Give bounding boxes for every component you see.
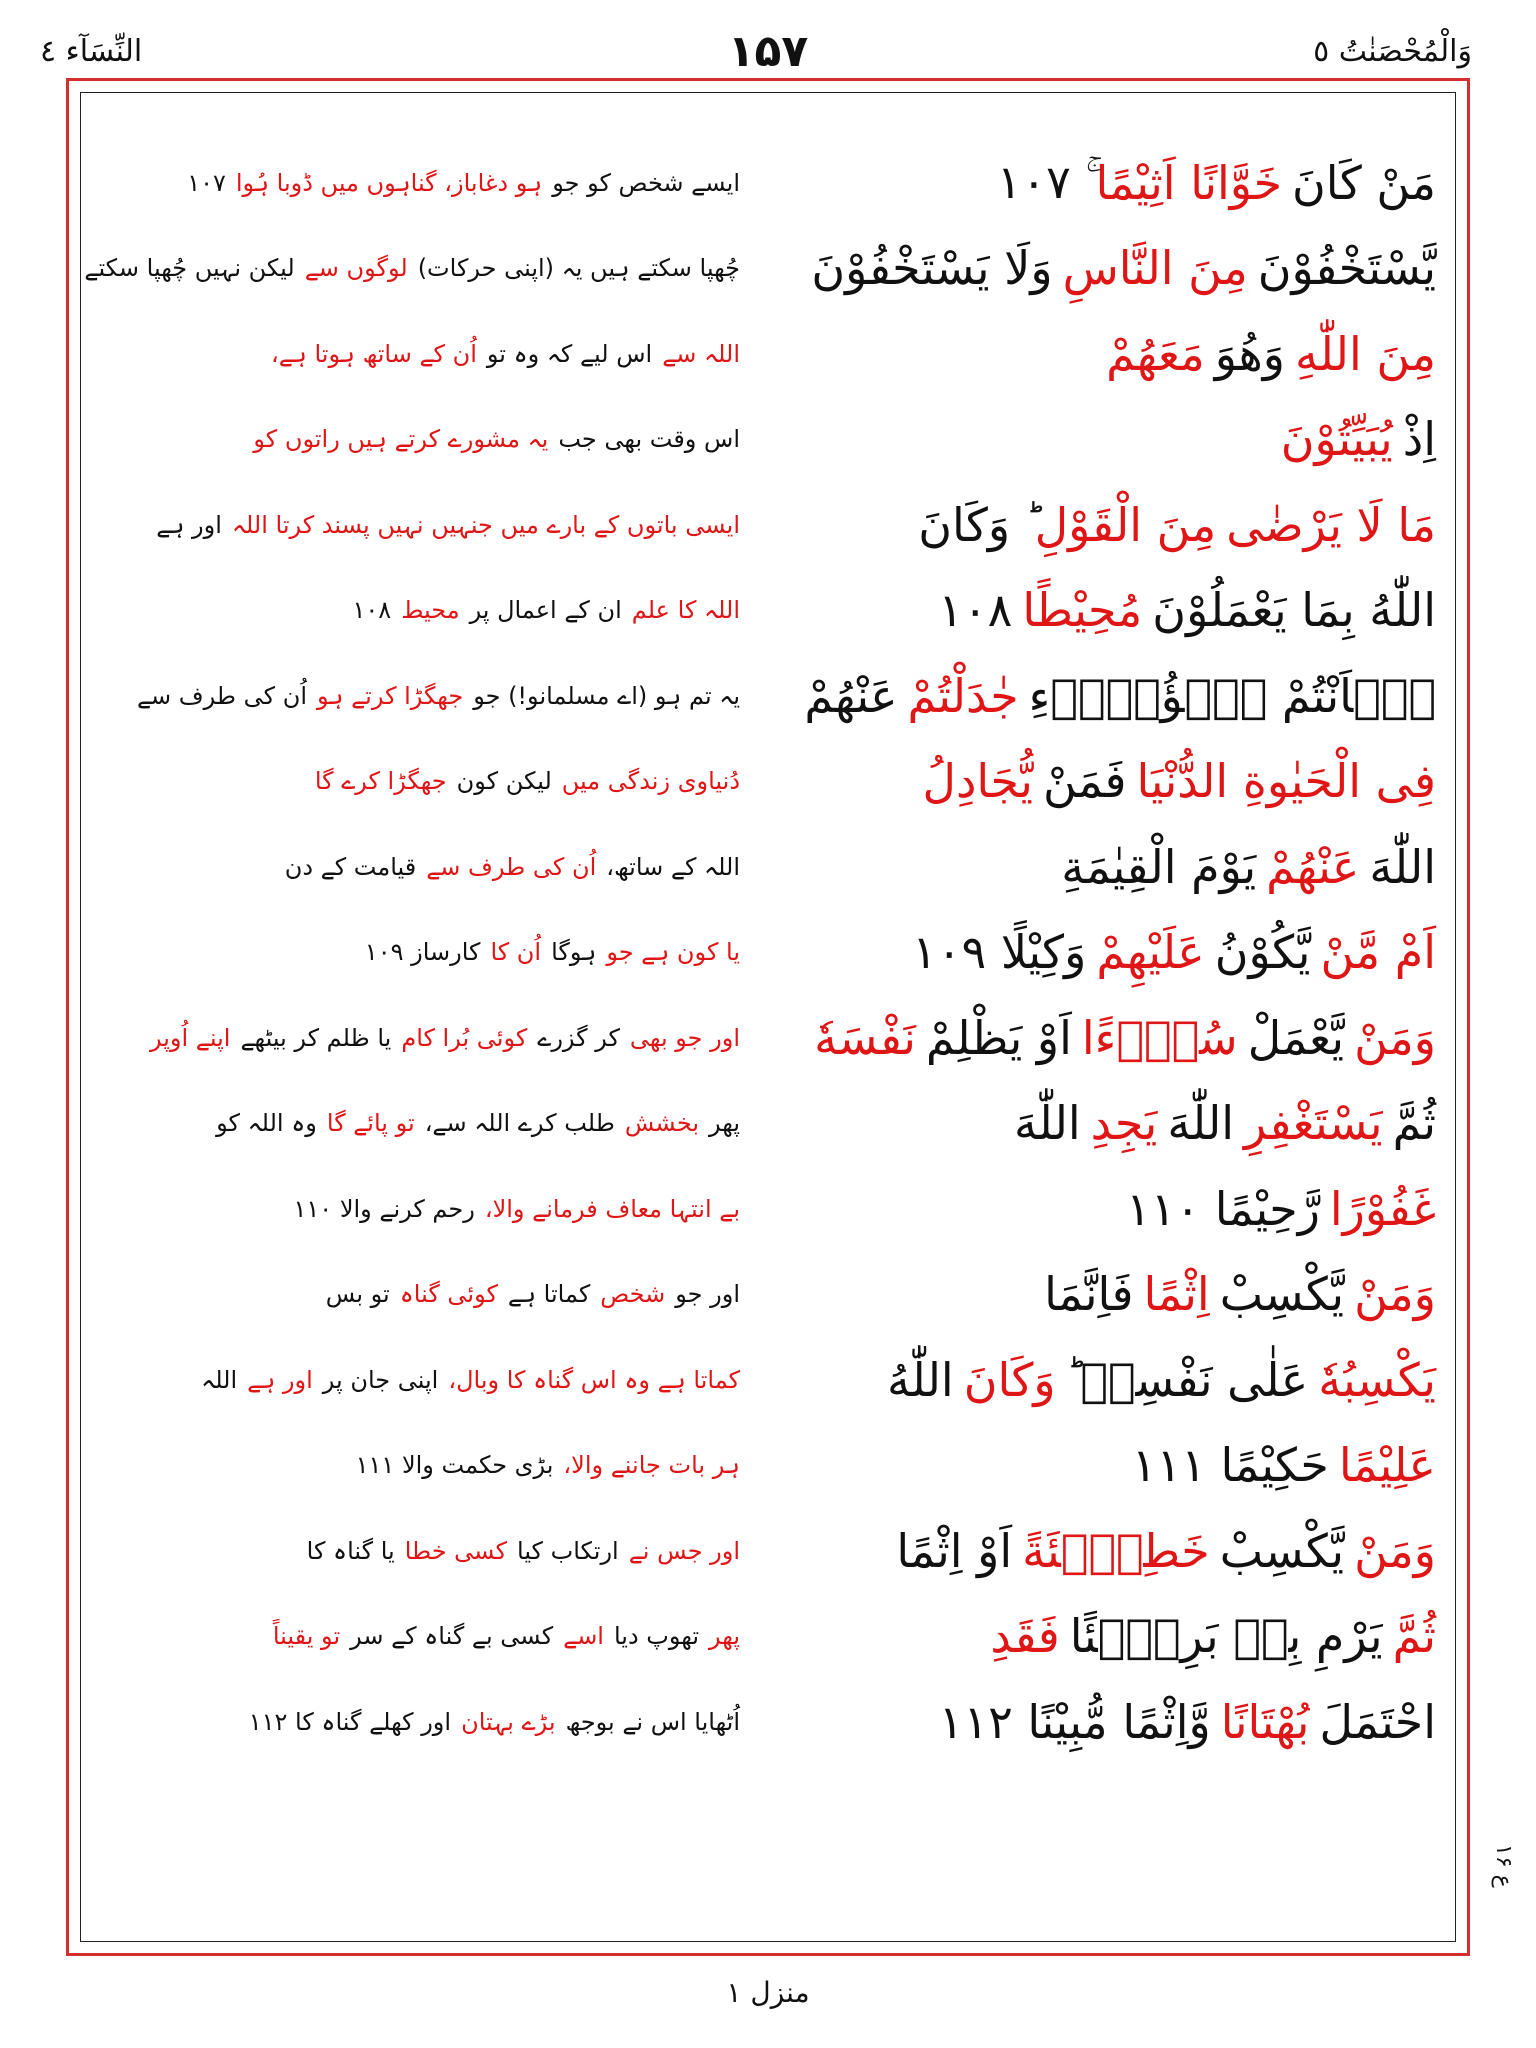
urdu-segment: طلب کرے اللہ سے، (424, 1109, 615, 1138)
urdu-translation (120, 1679, 740, 1765)
verse-row (80, 1508, 1456, 1594)
arabic-segment: فَاِنَّمَا (1044, 1267, 1134, 1322)
urdu-segment: اس وقت بھی جب (558, 425, 740, 454)
urdu-segment: اللہ (201, 1365, 238, 1394)
urdu-translation (120, 1508, 740, 1594)
urdu-translation (84, 226, 740, 312)
arabic-text (796, 1508, 1436, 1594)
arabic-segment: يَسْتَغْفِرِ (1244, 1096, 1383, 1151)
arabic-text (796, 739, 1436, 825)
verse-row (80, 1252, 1456, 1338)
urdu-segment: بڑے بہتان (461, 1707, 556, 1736)
urdu-segment: اور کھلے گناہ کا ١١٢ (248, 1707, 452, 1736)
urdu-segment: کوئی گناہ (399, 1280, 498, 1309)
urdu-segment: وہ اللہ کو (216, 1109, 317, 1138)
urdu-segment: اللہ سے (662, 339, 740, 368)
arabic-segment: وَمَنْ (1354, 1523, 1436, 1578)
urdu-segment: بخشش (624, 1109, 700, 1138)
urdu-segment: اللہ کا علم (631, 596, 740, 625)
verse-row (80, 140, 1456, 226)
arabic-segment: يَّكْسِبْ (1219, 1523, 1345, 1578)
arabic-segment: يُّجَادِلُ (922, 754, 1033, 809)
urdu-segment: بڑی حکمت والا ١١١ (355, 1451, 554, 1480)
arabic-segment: مِنَ النَّاسِ (1062, 241, 1248, 296)
urdu-segment: اس لیے کہ وہ تو (486, 339, 653, 368)
urdu-translation (120, 140, 740, 226)
arabic-segment: وَمَنْ (1354, 1010, 1436, 1065)
urdu-segment: یہ مشورے کرتے ہیں راتوں کو (253, 425, 549, 454)
urdu-segment: اور جس نے (628, 1536, 740, 1565)
urdu-translation (120, 1594, 740, 1680)
urdu-segment: ہوگا (551, 938, 597, 967)
urdu-translation (120, 1423, 740, 1509)
urdu-segment: بے انتہا معاف فرمانے والا، (484, 1194, 740, 1223)
verse-row (80, 653, 1456, 739)
manzil-footer: منزل ۱ (726, 1976, 810, 2009)
urdu-translation (120, 910, 740, 996)
urdu-segment: ١٠٧ (187, 168, 226, 197)
verse-row (80, 1337, 1456, 1423)
urdu-translation (120, 1166, 740, 1252)
arabic-segment: عَلٰى نَفْسِهٖ ؕ (1065, 1352, 1309, 1407)
urdu-translation (120, 995, 740, 1081)
urdu-segment: اسے (563, 1622, 604, 1651)
arabic-text (796, 995, 1436, 1081)
urdu-translation (120, 824, 740, 910)
arabic-segment: نَفْسَهٗ (814, 1010, 916, 1065)
urdu-translation (120, 739, 740, 825)
arabic-segment: وَهُوَ (1214, 326, 1286, 381)
urdu-segment: تو پائے گا (326, 1109, 415, 1138)
arabic-segment: اللّٰهَ (1369, 839, 1436, 894)
arabic-segment: ؕ وَكَانَ (918, 497, 1025, 552)
arabic-segment: مَعَهُمْ (1106, 326, 1205, 381)
arabic-segment: مِنَ اللّٰهِ (1295, 326, 1436, 381)
urdu-segment: ارتکاب کیا (517, 1536, 619, 1565)
arabic-text (796, 910, 1436, 996)
arabic-segment: غَفُوْرًا (1329, 1181, 1436, 1236)
arabic-segment: اَوْ اِثْمًا (896, 1523, 1013, 1578)
urdu-segment: جھگڑا کرتے ہو (317, 681, 464, 710)
urdu-segment: تو بس (325, 1280, 390, 1309)
urdu-translation (120, 1337, 740, 1423)
arabic-segment: يَّعْمَلْ (1247, 1010, 1345, 1065)
arabic-text (796, 1337, 1436, 1423)
arabic-text (796, 1679, 1436, 1765)
urdu-segment: اپنی جان پر (322, 1365, 439, 1394)
urdu-segment: اُٹھایا اس نے بوجھ (565, 1707, 740, 1736)
urdu-segment: کسی بے گناہ کے سر (350, 1622, 554, 1651)
arabic-segment: ثُمَّ (1392, 1096, 1436, 1151)
urdu-segment: قیامت کے دن (284, 852, 417, 881)
urdu-segment: کسی خطا (404, 1536, 507, 1565)
urdu-segment: دُنیاوی زندگی میں (561, 767, 740, 796)
arabic-segment: خَطِيْۤئَةً (1022, 1523, 1210, 1578)
urdu-segment: ان کے اعمال پر (469, 596, 622, 625)
urdu-segment: یہ تم ہو (اے مسلمانو!) جو (473, 681, 740, 710)
arabic-segment: يَوْمَ الْقِيٰمَةِ (1061, 839, 1257, 894)
verse-rows (80, 140, 1456, 1765)
arabic-text (796, 1081, 1436, 1167)
urdu-segment: اور جو (675, 1280, 740, 1309)
juz-title: وَالْمُحْصَنٰتُ ٥ (1313, 34, 1472, 69)
verse-row (80, 1594, 1456, 1680)
verse-row (80, 311, 1456, 397)
arabic-segment: عَلِيْمًا (1338, 1438, 1436, 1493)
urdu-segment: کوئی بُرا کام (401, 1023, 528, 1052)
arabic-segment: يَرْمِ بِهٖ بَرِيْۤئًا (1069, 1609, 1383, 1664)
urdu-segment: کارساز ١٠٩ (364, 938, 481, 967)
page-number: ۱۵۷ (727, 26, 809, 77)
urdu-segment: ایسی باتوں کے بارے میں جنہیں نہیں پسند کرتا اللہ (231, 510, 740, 539)
arabic-segment: فَمَنْ (1042, 754, 1127, 809)
arabic-segment: يَّكُوْنُ (1214, 925, 1311, 980)
arabic-segment: وَّاِثْمًا مُّبِيْنًا ١١٢ (938, 1694, 1211, 1749)
urdu-translation (120, 1081, 740, 1167)
urdu-translation (120, 482, 740, 568)
verse-row (80, 739, 1456, 825)
arabic-segment: عَلَيْهِمْ (1096, 925, 1205, 980)
arabic-text (796, 1166, 1436, 1252)
arabic-segment: يَّسْتَخْفُوْنَ (1257, 241, 1436, 296)
urdu-translation (120, 568, 740, 654)
urdu-segment: لیکن نہیں چُھپا سکتے (84, 254, 295, 283)
arabic-segment: اِذْ (1402, 412, 1436, 467)
arabic-segment: خَوَّانًا اَثِيْمًا (1095, 155, 1283, 210)
urdu-segment: کماتا ہے وہ اس گناہ کا وبال، (448, 1365, 740, 1394)
arabic-text (796, 653, 1436, 739)
arabic-text (796, 824, 1436, 910)
arabic-segment: عَنْهُمْ (804, 668, 898, 723)
verse-row (80, 397, 1456, 483)
arabic-text (796, 140, 1436, 226)
rukoo-marker: ع ۱۶ (1491, 1844, 1516, 1888)
arabic-segment: اَمْ مَّنْ (1320, 925, 1436, 980)
arabic-segment: مَنْ كَانَ (1292, 155, 1436, 210)
arabic-text (796, 482, 1436, 568)
urdu-segment: اُن کے ساتھ ہوتا ہے، (270, 339, 477, 368)
verse-row (80, 910, 1456, 996)
arabic-segment: اَوْ يَظْلِمْ (925, 1010, 1072, 1065)
verse-row (80, 226, 1456, 312)
arabic-segment: يَجِدِ (1090, 1096, 1158, 1151)
urdu-segment: اور ہے (247, 1365, 313, 1394)
surah-title: النِّسَآء ٤ (40, 34, 143, 69)
arabic-text (796, 226, 1436, 312)
urdu-segment: کماتا ہے (507, 1280, 591, 1309)
arabic-segment: مِنَ الْقَوْلِ (1034, 497, 1217, 552)
urdu-segment: محیط (401, 596, 460, 625)
arabic-segment: عَنْهُمْ (1266, 839, 1360, 894)
arabic-segment: احْتَمَلَ (1319, 1694, 1436, 1749)
urdu-segment: ہو دغاباز، گناہوں میں ڈوبا ہُوا (235, 168, 543, 197)
arabic-segment: يَكْسِبُهٗ (1318, 1352, 1436, 1407)
urdu-segment: چُھپا سکتے ہیں یہ (اپنی حرکات) (417, 254, 740, 283)
urdu-segment: تو یقیناً (272, 1622, 341, 1651)
arabic-segment: اللّٰهَ (1013, 1096, 1081, 1151)
arabic-segment: اللّٰهُ بِمَا يَعْمَلُوْنَ (1152, 583, 1436, 638)
arabic-segment: رَّحِيْمًا ١١٠ (1126, 1181, 1320, 1236)
urdu-segment: رحم کرنے والا ١١٠ (293, 1194, 475, 1223)
arabic-segment: اِثْمًا (1143, 1267, 1210, 1322)
arabic-segment: وَكِيْلًا ١٠٩ (912, 925, 1087, 980)
urdu-segment: ایسے شخص کو جو (552, 168, 740, 197)
verse-row (80, 1423, 1456, 1509)
urdu-segment: اپنے اُوپر (150, 1023, 231, 1052)
urdu-segment: لوگوں سے (304, 254, 408, 283)
arabic-segment: فِى الْحَيٰوةِ الدُّنْيَا (1136, 754, 1436, 809)
urdu-segment: اُن کی طرف سے (426, 852, 597, 881)
arabic-text (796, 1252, 1436, 1338)
urdu-segment: پھر (709, 1622, 740, 1651)
arabic-text (796, 311, 1436, 397)
arabic-segment: يُبَيِّتُوْنَ (1280, 412, 1393, 467)
arabic-segment: وَكَانَ (963, 1352, 1056, 1407)
urdu-segment: یا ظلم کر بیٹھے (240, 1023, 392, 1052)
arabic-segment: ١٠٨ (938, 583, 1013, 638)
verse-row (80, 482, 1456, 568)
urdu-translation (120, 653, 740, 739)
urdu-translation (120, 1252, 740, 1338)
verse-row (80, 824, 1456, 910)
urdu-segment: لیکن کون (456, 767, 552, 796)
arabic-segment: ۚ ١٠٧ (996, 154, 1086, 209)
arabic-segment: بُهْتَانًا (1220, 1694, 1310, 1749)
urdu-segment: ہر بات جاننے والا، (563, 1451, 740, 1480)
arabic-text (796, 397, 1436, 483)
verse-row (80, 1166, 1456, 1252)
verse-row (80, 995, 1456, 1081)
arabic-segment: ثُمَّ (1392, 1609, 1436, 1664)
arabic-segment: يَّكْسِبْ (1219, 1267, 1345, 1322)
urdu-segment: جھگڑا کرے گا (314, 767, 447, 796)
urdu-segment: ١٠٨ (352, 596, 392, 625)
arabic-segment: سُوْۤءًا (1081, 1010, 1238, 1065)
urdu-segment: اللہ کے ساتھ، (606, 852, 740, 881)
arabic-segment: فَقَدِ (990, 1609, 1060, 1664)
arabic-segment: اللّٰهُ (887, 1352, 954, 1407)
arabic-segment: جٰدَلْتُمْ (907, 668, 1019, 723)
urdu-translation (120, 397, 740, 483)
arabic-segment: مَا لَا يَرْضٰى (1226, 497, 1436, 552)
urdu-segment: اُن کا (490, 938, 542, 967)
arabic-segment: اللّٰهَ (1167, 1096, 1235, 1151)
arabic-segment: وَمَنْ (1354, 1267, 1436, 1322)
urdu-segment: کر گزرے (537, 1023, 620, 1052)
urdu-segment: اور ہے (156, 510, 222, 539)
arabic-segment: وَلَا يَسْتَخْفُوْنَ (811, 241, 1053, 296)
arabic-text (796, 1423, 1436, 1509)
verse-row (80, 1081, 1456, 1167)
arabic-segment: حَكِيْمًا ١١١ (1131, 1438, 1329, 1493)
arabic-text (796, 1594, 1436, 1680)
urdu-segment: تھوپ دیا (613, 1622, 700, 1651)
arabic-text (796, 568, 1436, 654)
arabic-segment: مُحِيْطًا (1022, 583, 1143, 638)
urdu-segment: اُن کی طرف سے (136, 681, 307, 710)
urdu-segment: شخص (600, 1280, 666, 1309)
urdu-segment: پھر (709, 1109, 740, 1138)
urdu-segment: یا گناہ کا (306, 1536, 395, 1565)
urdu-segment: یا کون ہے جو (606, 938, 740, 967)
verse-row (80, 568, 1456, 654)
urdu-translation (120, 311, 740, 397)
arabic-segment: هٰۤاَنْتُمْ هٰۤؤُلَاۤءِ (1028, 668, 1436, 723)
verse-row (80, 1679, 1456, 1765)
urdu-segment: اور جو بھی (629, 1023, 740, 1052)
